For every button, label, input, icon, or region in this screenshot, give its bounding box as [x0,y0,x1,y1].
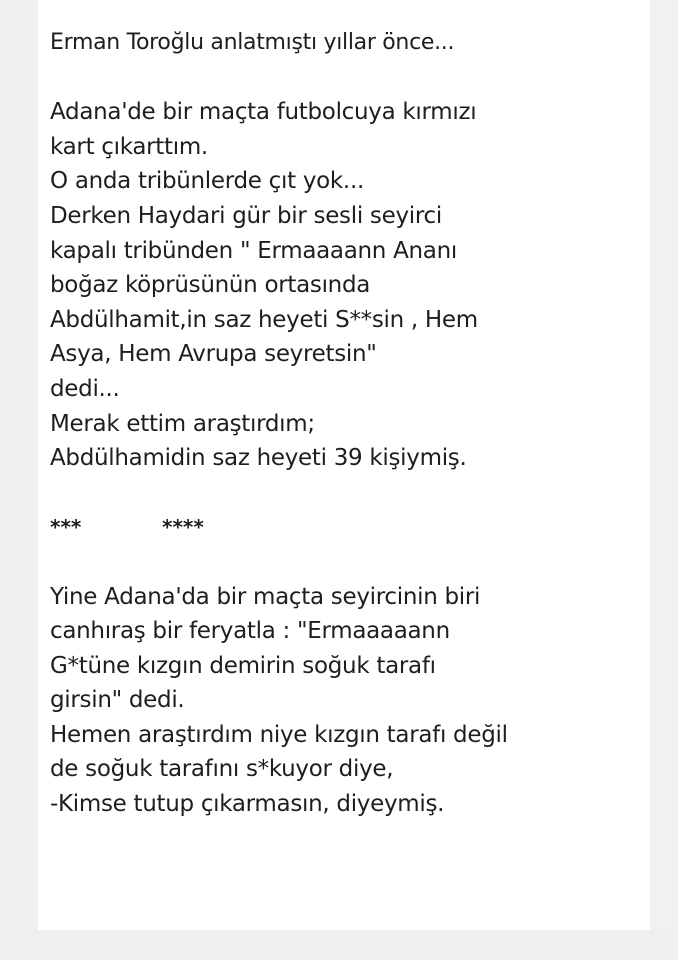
text-line: Adana'de bir maçta futbolcuya kırmızı [50,99,477,126]
left-margin [0,0,38,960]
text-line: Yine Adana'da bir maçta seyircinin biri [50,583,481,610]
text-line: Merak ettim araştırdım; [50,410,315,437]
separator [50,510,636,545]
spacer [50,545,636,580]
text-line: Abdülhamidin saz heyeti 39 kişiymiş. [50,445,467,472]
text-line: boğaz köprüsünün ortasında [50,272,371,299]
text-line: kart çıkarttım. [50,133,208,160]
text-line: -Kimse tutup çıkarmasın, diyeymiş. [50,791,445,818]
text-line: dedi... [50,375,120,402]
text-line: kapalı tribünden " Ermaaaann Ananı [50,237,457,264]
text-line: O anda tribünlerde çıt yok... [50,168,364,195]
separator-stars-left: *** [50,515,82,540]
spacer [50,476,636,511]
paragraph-2 [50,580,636,822]
post-title: Erman Toroğlu anlatmıştı yıllar önce... [50,30,455,55]
spacer [50,61,636,96]
text-line: G*tüne kızgın demirin soğuk tarafı [50,652,436,679]
post-card [38,0,650,930]
bottom-margin [0,930,678,960]
text-line: Abdülhamit,in saz heyeti S**sin , Hem [50,306,478,333]
separator-stars-right: **** [162,515,204,540]
text-line: girsin" dedi. [50,687,185,714]
text-line: canhıraş bir feryatla : "Ermaaaaann [50,618,450,645]
text-line: Asya, Hem Avrupa seyretsin" [50,341,377,368]
text-line: Hemen araştırdım niye kızgın tarafı değil [50,721,508,748]
paragraph-1 [50,95,636,476]
text-line: Derken Haydari gür bir sesli seyirci [50,202,442,229]
text-line: de soğuk tarafını s*kuyor diye, [50,756,394,783]
